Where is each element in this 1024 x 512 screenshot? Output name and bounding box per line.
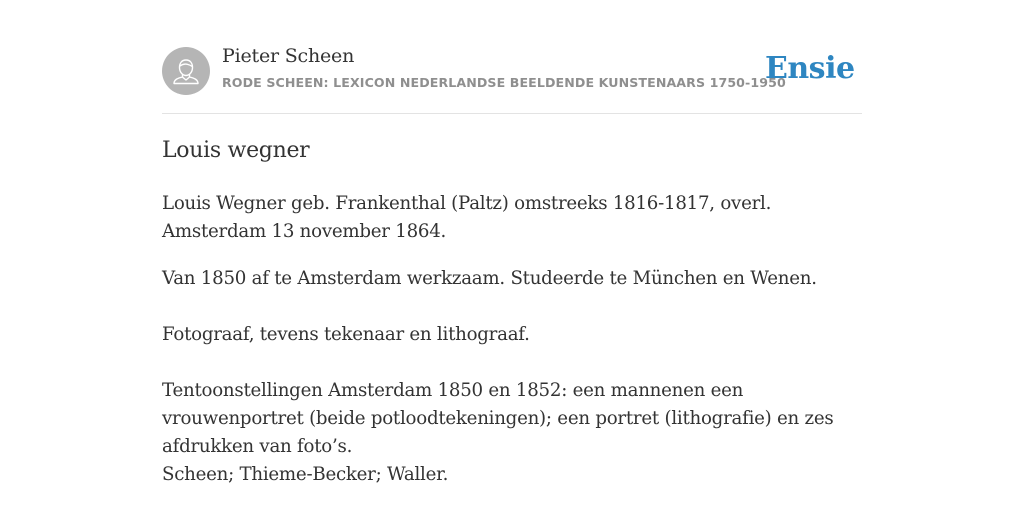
author-header xyxy=(162,0,862,114)
page-container xyxy=(162,0,862,485)
article-paragraph: Tentoonstellingen Amsterdam 1850 en 1852: een mannenen een vrouwenportret (beide potloodtekeningen); een portret (lithografie) en zes afdrukken van foto’s. xyxy=(162,380,834,457)
source-title[interactable]: RODE SCHEEN: LEXICON NEDERLANDSE BEELDENDE KUNSTENAARS 1750-1950 xyxy=(222,75,786,90)
article-paragraph: Van 1850 af te Amsterdam werkzaam. Studeerde te München en Wenen. xyxy=(162,268,817,289)
author-avatar[interactable] xyxy=(162,47,210,95)
brand-logo[interactable]: Ensie xyxy=(765,51,855,86)
author-name[interactable]: Pieter Scheen xyxy=(222,45,355,67)
article-sources: Scheen; Thieme-Becker; Waller. xyxy=(162,464,449,485)
article-paragraph: Louis Wegner geb. Frankenthal (Paltz) omstreeks 1816-1817, overl. Amsterdam 13 november 1864. xyxy=(162,193,772,242)
user-silhouette-icon xyxy=(162,47,210,95)
article-paragraph: Fotograaf, tevens tekenaar en lithograaf. xyxy=(162,324,530,345)
article-title: Louis wegner xyxy=(162,138,310,163)
